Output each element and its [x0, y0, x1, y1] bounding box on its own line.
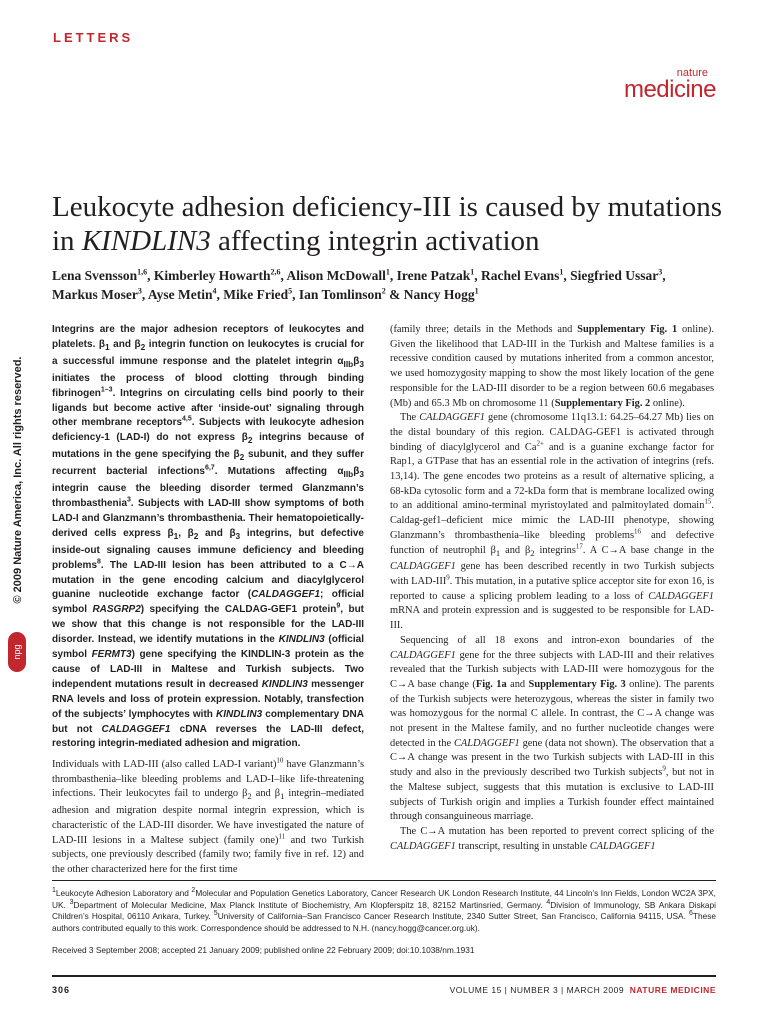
footer-divider	[52, 975, 716, 977]
footnote-divider	[52, 880, 716, 881]
issue-info: VOLUME 15 | NUMBER 3 | MARCH 2009	[449, 985, 625, 995]
issue-footer	[450, 985, 716, 995]
affiliations: $^1$Leukocyte Adhesion Laboratory and $^2$Molecular and Population Genetics Laboratory, Cancer Research UK London Research Institute, 44 Lincoln’s Inn Fields, London WC2A 3PX, UK. $^3$Department of Molecular Medicine, Max Planck Institute of Biochemistry, Am Klopferspitz 18, 82152 Martinsried, Germany. $^4$Division of Immunology, SB Ankara Diskapi Children’s Hospital, 06110 Ankara, Turkey. $^5$University of California–San Francisco Cancer Research Institute, 2340 Sutter Street, San Francisco, California 94115, USA. $^6$These authors contributed equally to this work. Correspondence should be addressed to N.H. (nancy.hogg@cancer.org.uk).	[52, 887, 716, 933]
author-list: Lena Svensson$^{1,6}$, Kimberley Howarth$^{2,6}$, Alison McDowall$^1$, Irene Patzak$^1$, Rachel Evans$^1$, Siegfried Ussar$^3$, Markus Moser$^3$, Ayse Metin$^4$, Mike Fried$^5$, Ian Tomlinson$^2$ & Nancy Hogg$^1$	[52, 267, 666, 302]
journal-logo	[624, 68, 716, 101]
npg-logo	[8, 632, 26, 672]
author: Rachel Evans$^1$	[481, 267, 564, 283]
author: Lena Svensson$^{1,6}$	[52, 267, 148, 283]
author: Markus Moser$^3$	[52, 286, 142, 302]
title-text-1: Leukocyte adhesion deficiency-III is caused by mutations in	[52, 191, 722, 257]
author: Irene Patzak$^1$	[396, 267, 475, 283]
body-text-left: Individuals with LAD-III (also called LAD-I variant)$^{10}$ have Glanzmann’s thrombasthenia–like bleeding problems and LAD-I–like life-threatening infections. Their leukocytes fail to undergo $\beta_2$ and $\beta_1$ integrin–mediated adhesion and migration despite normal integrin expression, which is characteristic of the LAD-III disorder. We have investigated the nature of LAD-III lesions in a Maltese subject (family one)$^{11}$ and two Turkish subjects, one previously described (family two; family five in ref. 12) and the other characterized here for the first time	[52, 756, 364, 875]
author: Alison McDowall$^1$	[286, 267, 390, 283]
section-label: LETTERS	[53, 30, 134, 45]
author: Ian Tomlinson$^2$	[298, 286, 386, 302]
copyright-text: © 2009 Nature America, Inc. All rights reserved.	[12, 356, 24, 604]
body-text-right: (family three; details in the Methods and Supplementary Fig. 1 online). Given the likelihood that LAD-III in the Turkish and Maltese families is a recessive condition caused by mutations inherited from a common ancestor, we used homozygosity mapping to show the most likely location of the gene responsible for the LAD-III disorder to be a region between 60.6 megabases (Mb) and 65.3 Mb on chromosome 11 (Supplementary Fig. 2 online). The CALDAGGEF1 gene (chromosome 11q13.1: 64.25–64.27 Mb) lies on the distal boundary of this region. CALDAG-GEF1 is activated through binding of diacylglycerol and $Ca^{2+}$ and is a guanine exchange factor for Rap1, a GTPase that has an essential role in the activation of integrins (refs. 13,14). The gene encodes two proteins as a result of alternative splicing, a 68-kDa cytosolic form and a 72-kDa form that is membrane localized owing to an additional amino-terminal myristoylated and palmitoylated domain$^{15}$. Caldag-gef1–deficient mice mimic the LAD-III phenotype, showing Glanzmann’s thrombasthenia–like bleeding problems$^{16}$ and defective function of neutrophil $\beta_1$ and $\beta_2$ integrins$^{17}$. A C→A base change in the CALDAGGEF1 gene has been described recently in two Turkish subjects with LAD-III$^9$. This mutation, in a putative splice acceptor site for exon 16, is reported to cause a splicing problem leading to a loss of CALDAGGEF1 mRNA and protein expression and is suggested to be responsible for LAD-III. Sequencing of all 18 exons and intron-exon boundaries of the CALDAGGEF1 gene for the three subjects with LAD-III and their relatives revealed that the Turkish subjects with LAD-III were homozygous for the C→A base change (Fig. 1a and Supplementary Fig. 3 online). The parents of the Turkish subjects were heterozygous, whereas the sister in family two was homozygous for the normal C allele. In contrast, the C→A change was not present in the Maltese family, and no further nucleotide changes were detected in the CALDAGGEF1 gene (data not shown). The observation that a C→A change was present in the two Turkish subjects with LAD-III in this study and also in the previously described two Turkish subjects$^9$, but not in the Maltese subject, suggests that this mutation is exclusive to LAD-III subjects of Turkish origin and implies a Turkish founder effect maintained through consanguineous marriage. The C→A mutation has been reported to prevent correct splicing of the CALDAGGEF1 transcript, resulting in unstable CALDAGGEF1	[390, 324, 715, 852]
author: Mike Fried$^5$	[223, 286, 293, 302]
author: Kimberley Howarth$^{2,6}$	[153, 267, 281, 283]
title-gene-name: KINDLIN3	[81, 225, 211, 257]
logo-medicine-word: medicine	[623, 76, 716, 103]
author: Nancy Hogg$^1$	[403, 286, 479, 302]
author: Siegfried Ussar$^3$	[570, 267, 663, 283]
logo-nature-word: nature	[676, 67, 708, 79]
journal-name: NATURE MEDICINE	[629, 985, 716, 995]
npg-logo-text: npg	[12, 644, 22, 660]
article-title	[52, 190, 732, 258]
received-dates: Received 3 September 2008; accepted 21 January 2009; published online 22 February 2009; doi:10.1038/nm.1931	[52, 945, 475, 955]
page-number: 306	[52, 985, 71, 995]
title-text-2: affecting integrin activation	[210, 225, 540, 257]
author: Ayse Metin$^4$	[147, 286, 217, 302]
abstract: Integrins are the major adhesion receptors of leukocytes and platelets. $\beta_1$ and $\beta_2$ integrin function on leukocytes is crucial for a successful immune response and the platelet integrin $\alpha_{IIb}\beta_3$ initiates the process of blood clotting through binding fibrinogen$^{1-3}$. Integrins on circulating cells bind poorly to their ligands but become active after ‘inside-out’ signaling through other membrane receptors$^{4,5}$. Subjects with leukocyte adhesion deficiency-1 (LAD-I) do not express $\beta_2$ integrins because of mutations in the gene specifying the $\beta_2$ subunit, and they suffer recurrent bacterial infections$^{6,7}$. Mutations affecting $\alpha_{IIb}\beta_3$ integrin cause the bleeding disorder termed Glanzmann’s thrombasthenia$^3$. Subjects with LAD-III show symptoms of both LAD-I and Glanzmann’s thrombasthenia. Their hematopoietically-derived cells express $\beta_1$, $\beta_2$ and $\beta_3$ integrins, but defective inside-out signaling causes immune deficiency and bleeding problems$^8$. The LAD-III lesion has been attributed to a C→A mutation in the gene encoding calcium and diacylglycerol guanine nucleotide exchange factor (CALDAGGEF1; official symbol RASGRP2) specifying the CALDAG-GEF1 protein$^9$, but we show that this change is not responsible for the LAD-III disorder. Instead, we identify mutations in the KINDLIN3 (official symbol FERMT3) gene specifying the KINDLIN-3 protein as the cause of LAD-III in Maltese and Turkish subjects. Two independent mutations result in decreased KINDLIN3 messenger RNA levels and loss of protein expression. Notably, transfection of the subjects’ lymphocytes with KINDLIN3 complementary DNA but not CALDAGGEF1 cDNA reverses the LAD-III defect, restoring integrin-mediated adhesion and migration.	[52, 324, 365, 750]
copyright-sidebar	[11, 300, 25, 660]
